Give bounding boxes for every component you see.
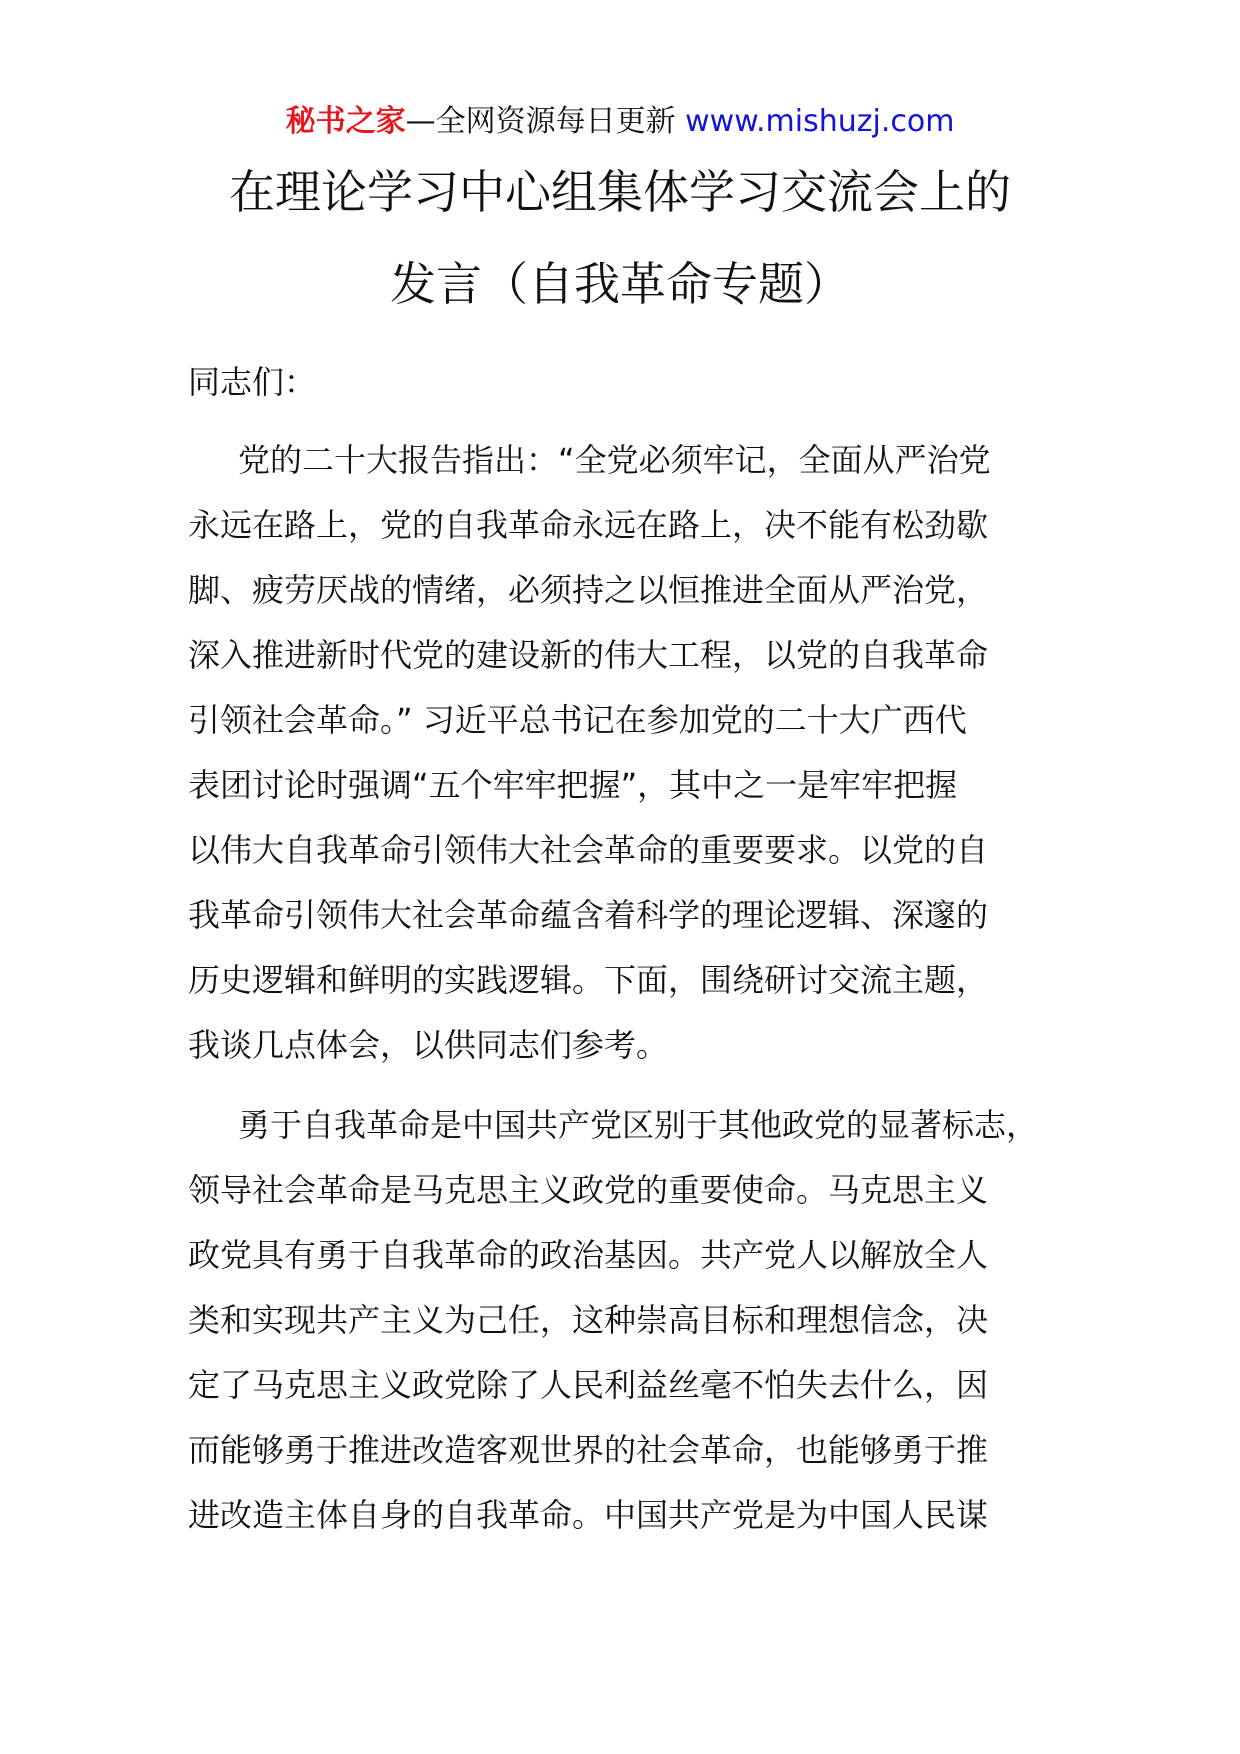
paragraph-line: 引领社会革命。” 习近平总书记在参加党的二十大广西代: [188, 701, 967, 739]
paragraph-line: 历史逻辑和鲜明的实践逻辑。下面，围绕研讨交流主题，: [188, 961, 989, 999]
site-url-link[interactable]: www.mishuzj.com: [685, 104, 955, 139]
paragraph-2: [188, 1093, 1088, 1548]
paragraph-1: [188, 428, 1088, 1078]
site-header: [0, 102, 1240, 142]
paragraph-line: 而能够勇于推进改造客观世界的社会革命，也能够勇于推: [188, 1431, 989, 1469]
paragraph-line: 以伟大自我革命引领伟大社会革命的重要要求。以党的自: [188, 831, 989, 869]
paragraph-line: 政党具有勇于自我革命的政治基因。共产党人以解放全人: [188, 1236, 989, 1274]
greeting: 同志们：: [188, 363, 317, 401]
header-tagline: —全网资源每日更新: [405, 104, 676, 139]
paragraph-line: 永远在路上，党的自我革命永远在路上，决不能有松劲歇: [188, 506, 989, 544]
paragraph-line: 党的二十大报告指出：“全党必须牢记，全面从严治党: [238, 441, 991, 479]
paragraph-line: 进改造主体自身的自我革命。中国共产党是为中国人民谋: [188, 1496, 989, 1534]
paragraph-line: 类和实现共产主义为己任，这种崇高目标和理想信念，决: [188, 1301, 989, 1339]
document-title-line-2: 发言（自我革命专题）: [390, 257, 850, 311]
paragraph-line: 领导社会革命是马克思主义政党的重要使命。马克思主义: [188, 1171, 989, 1209]
paragraph-line: 脚、疲劳厌战的情绪，必须持之以恒推进全面从严治党，: [188, 571, 989, 609]
paragraph-line: 勇于自我革命是中国共产党区别于其他政党的显著标志，: [238, 1106, 1039, 1144]
document-title-line-1: 在理论学习中心组集体学习交流会上的: [229, 165, 1011, 219]
paragraph-line: 定了马克思主义政党除了人民利益丝毫不怕失去什么，因: [188, 1366, 989, 1404]
paragraph-line: 我革命引领伟大社会革命蕴含着科学的理论逻辑、深邃的: [188, 896, 989, 934]
paragraph-line: 我谈几点体会，以供同志们参考。: [188, 1026, 669, 1064]
brand-name: 秘书之家: [285, 104, 406, 139]
paragraph-line: 深入推进新时代党的建设新的伟大工程，以党的自我革命: [188, 636, 989, 674]
paragraph-line: 表团讨论时强调“五个牢牢把握”，其中之一是牢牢把握: [188, 766, 958, 804]
